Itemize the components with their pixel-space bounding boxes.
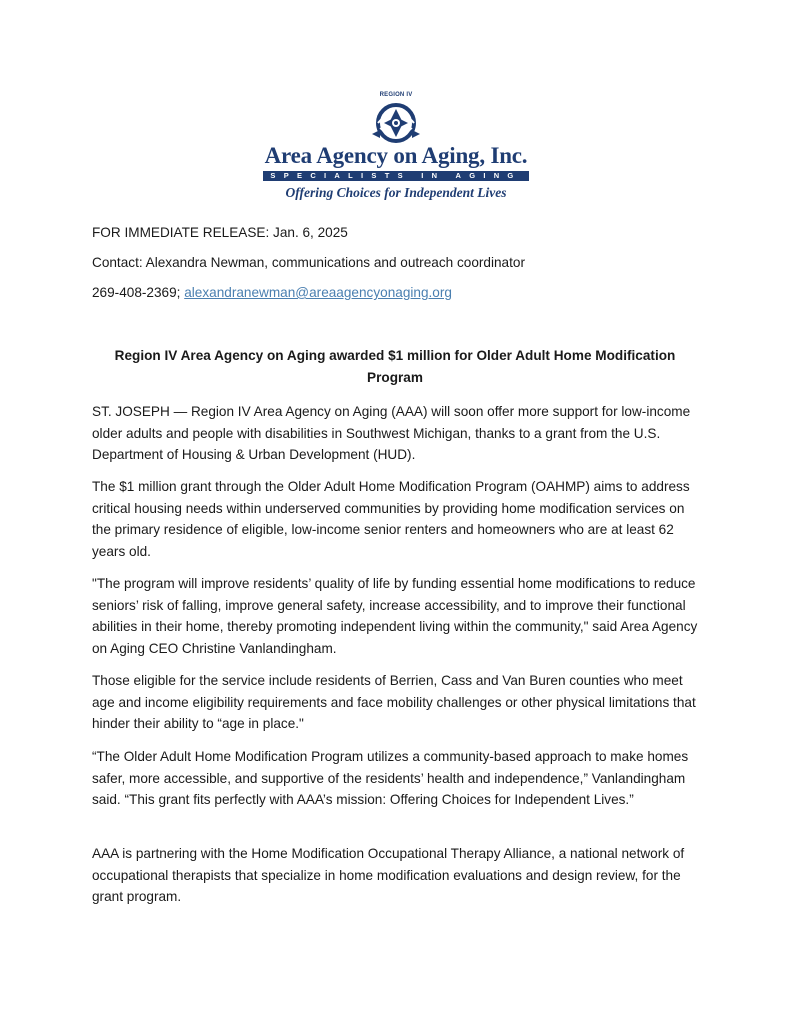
body-paragraph-2: The $1 million grant through the Older Adult Home Modification Program (OAHMP) aims to address critical housing needs within underserved communities by providing home modification services on the primary residence of eligible, low-income senior renters and homeowners who are at least 62 years old. [92, 479, 690, 559]
contact-phone: 269-408-2369; [92, 285, 185, 300]
body-paragraph-4: Those eligible for the service include residents of Berrien, Cass and Van Buren counties who meet age and income eligibility requirements and face mobility challenges or other physical limitations that hinder their ability to “age in place." [92, 673, 696, 731]
logo-region-label: REGION IV [379, 92, 413, 98]
body-paragraph-6: AAA is partnering with the Home Modification Occupational Therapy Alliance, a national network of occupational therapists that specialize in home modification evaluations and design review, for the grant program. [92, 846, 685, 904]
press-release-title: Region IV Area Agency on Aging awarded $1 million for Older Adult Home Modification Program [114, 348, 676, 385]
phone-email-line [92, 284, 452, 302]
aaa-emblem-icon [370, 100, 422, 146]
contact-email-link[interactable]: alexandranewman@areaagencyonaging.org [184, 285, 452, 300]
body-paragraph-3: "The program will improve residents’ quality of life by funding essential home modifications to reduce seniors’ risk of falling, improve general safety, increase accessibility, and to improve their functional abilities in their home, thereby promoting independent living within the community," said Area Agency on Aging CEO Christine Vanlandingham. [92, 576, 698, 656]
release-date-line: FOR IMMEDIATE RELEASE: Jan. 6, 2025 [92, 225, 348, 240]
body-paragraph-5: “The Older Adult Home Modification Program utilizes a community-based approach to make homes safer, more accessible, and supportive of the residents’ health and independence,” Vanlandingham said. “This grant fits perfectly with AAA’s mission: Offering Choices for Independent Lives.” [92, 749, 689, 807]
organization-logo [262, 92, 530, 204]
body-paragraph-1: ST. JOSEPH — Region IV Area Agency on Aging (AAA) will soon offer more support for low-income older adults and people with disabilities in Southwest Michigan, thanks to a grant from the U.S. Department of Housing & Urban Development (HUD). [92, 404, 691, 462]
logo-org-name: Area Agency on Aging, Inc. [264, 143, 528, 168]
logo-specialists-band: SPECIALISTS IN AGING [263, 171, 529, 181]
contact-line: Contact: Alexandra Newman, communications and outreach coordinator [92, 255, 525, 270]
logo-tagline: Offering Choices for Independent Lives [285, 185, 507, 200]
